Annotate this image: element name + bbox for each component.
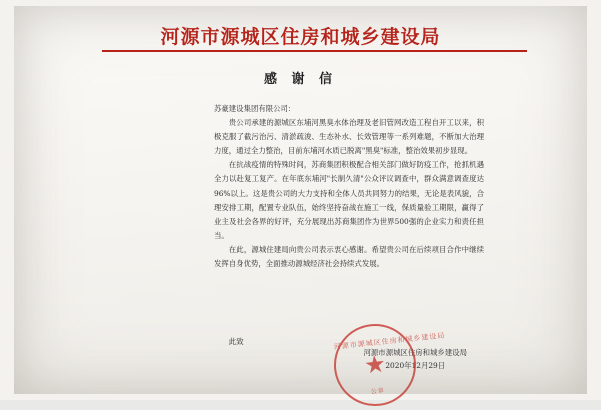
body-paragraph-2: 在抗战疫情的特殊时间，苏商集团积极配合相关部门做好防疫工作，抢抓机遇全力以赴复工复产。在年底东埔河"长制久清"公众评议调查中，群众满意调查度达96%以上。这是贵公司的大力支持和全体人员共同努力的结果，无论是表风貌，合理安排工期，配置专业队伍，始终坚持奋战在施工一线，保质量验工期限，赢得了业主及社会各界的好评，充分展现出苏商集团作为世界500强的企业实力和责任担当。 xyxy=(214,160,484,240)
recipient-line: 苏豪建设集团有限公司： xyxy=(214,104,296,113)
letterhead-divider xyxy=(102,50,527,52)
body-paragraph-1: 贵公司承建的源城区东埔河黑臭水体治理及老旧管网改造工程自开工以来，积极克服了截污治污、清淤疏浚、生态补水、长效管理等一系列难题，不断加大治理力度，通过全力整治，目前东埔河水质已脱离"黑臭"标准，整治效果初步显现。 xyxy=(214,118,484,156)
body-paragraph-3: 在此，源城住建局向贵公司表示衷心感谢。希望贵公司在后续项目合作中继续发挥自身优势，全面推动源城经济社会持续式发展。 xyxy=(214,244,484,269)
seal-top-text: 河源市源城区住房和城乡建设局 xyxy=(333,331,446,352)
signature-date: 2020年12月29日 xyxy=(385,361,446,370)
official-seal-stamp xyxy=(330,320,446,410)
sign-off: 此致 xyxy=(228,337,244,346)
letterhead-title: 河源市源城区住房和城乡建设局 xyxy=(160,26,441,48)
letter-body xyxy=(214,102,484,271)
page-title: 感 谢 信 xyxy=(263,72,338,87)
seal-bottom-text: 公章 xyxy=(370,387,386,396)
paper-sheet xyxy=(14,6,587,394)
signature-org: 河源市源城区住房和城乡建设局 xyxy=(363,348,467,357)
star-icon: ★ xyxy=(362,349,388,380)
